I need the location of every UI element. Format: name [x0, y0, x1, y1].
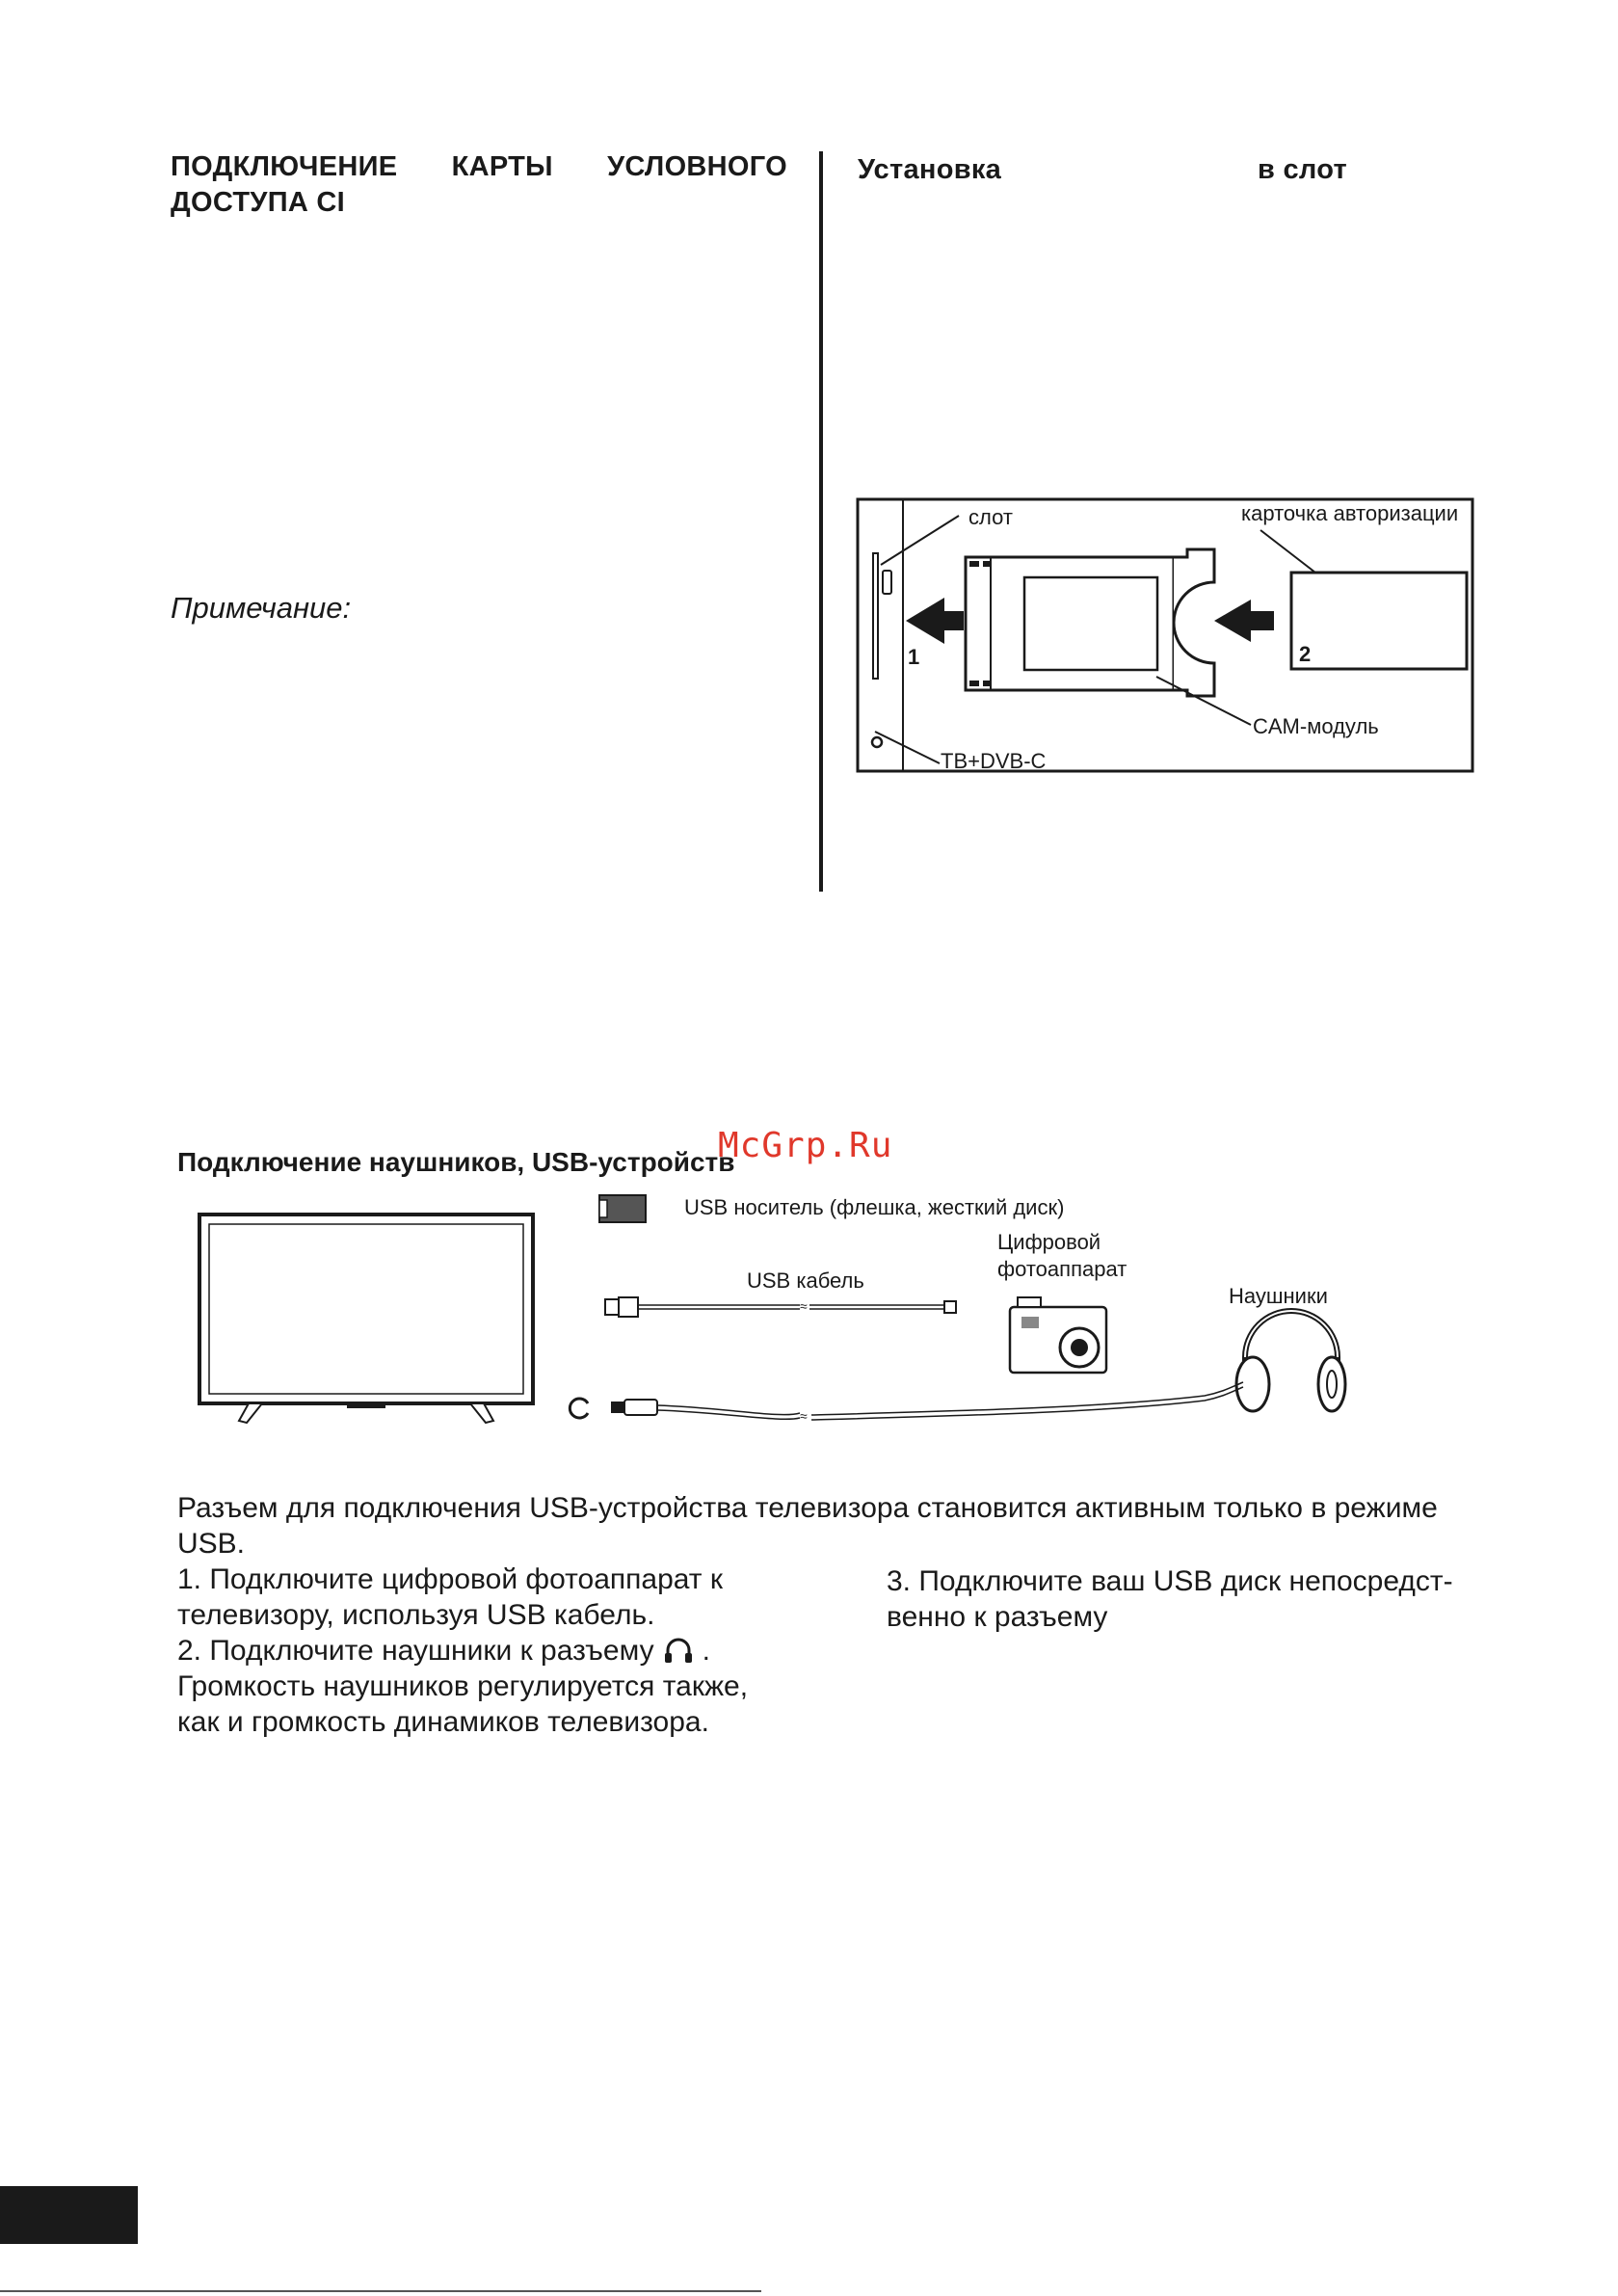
arrow-1-icon: [906, 598, 964, 644]
usb-cable-label: USB кабель: [747, 1268, 864, 1293]
install-heading-part2: в слот: [1258, 154, 1348, 185]
usb-cable-plug-mini: [944, 1301, 956, 1313]
camera-icon: [1010, 1297, 1106, 1373]
slot-leader-line: [881, 516, 959, 565]
step-1-label: 1: [908, 645, 920, 669]
usb-drive-label: USB носитель (флешка, жесткий диск): [684, 1195, 1065, 1219]
svg-text:≈: ≈: [800, 1298, 808, 1314]
heading-word-3: УСЛОВНОГО: [607, 151, 787, 182]
usb-cable-plug-a: [605, 1299, 619, 1315]
heading-word-2: КАРТЫ: [451, 151, 553, 182]
headphones-label: Наушники: [1229, 1284, 1328, 1308]
usb-intro-line2: USB.: [177, 1528, 246, 1560]
tv-illustration: [199, 1215, 533, 1403]
tv-left-foot: [239, 1403, 262, 1423]
tv-leader-line: [875, 732, 940, 763]
card-label: карточка авторизации: [1241, 501, 1459, 525]
step1-line2: телевизору, используя USB кабель.: [177, 1599, 655, 1631]
svg-text:≈: ≈: [800, 1408, 808, 1424]
heading-line-2: ДОСТУПА CI: [171, 187, 346, 218]
headphones-icon: [1236, 1311, 1345, 1411]
slot-latch: [883, 571, 891, 594]
column-divider: [819, 151, 823, 892]
step2-line1: [177, 1633, 710, 1669]
ci-section-heading: [171, 149, 787, 221]
cam-label: CAM-модуль: [1253, 714, 1379, 738]
camera-label-line1: Цифровой: [997, 1230, 1101, 1254]
tv-right-foot: [470, 1403, 493, 1423]
headphone-jack-icon: [662, 1637, 695, 1666]
step3-line1: 3. Подключите ваш USB диск непосредст-: [887, 1565, 1453, 1597]
camera-label-line2: фотоаппарат: [997, 1257, 1127, 1281]
slot-label: слот: [968, 505, 1013, 529]
usb-section-title: Подключение наушников, USB-устройств: [177, 1147, 735, 1177]
step1-line1: 1. Подключите цифровой фотоаппарат к: [177, 1563, 724, 1595]
arrow-2-icon: [1214, 600, 1274, 642]
step2-text: 2. Подключите наушники к разъему: [177, 1635, 654, 1667]
audio-plug: [611, 1402, 624, 1413]
step2-line3: как и громкость динамиков телевизора.: [177, 1706, 709, 1738]
usb-intro-line1: Разъем для подключения USB-устройства телевизора становится активным только в режиме: [177, 1492, 1438, 1524]
headphone-cable: [657, 1405, 800, 1415]
install-heading-part1: Установка: [858, 154, 1002, 185]
note-label: Примечание:: [171, 591, 352, 625]
cam-insertion-diagram: [848, 494, 1484, 775]
page-number-box: [0, 2186, 138, 2244]
step2-suffix: .: [702, 1635, 710, 1667]
usb-connection-diagram: [183, 1193, 1368, 1444]
card-leader-line: [1260, 530, 1315, 573]
card-slot-cutout: [1174, 549, 1214, 696]
step3-line2: венно к разъему: [887, 1601, 1108, 1633]
heading-word-1: ПОДКЛЮЧЕНИЕ: [171, 151, 398, 182]
auth-card: [1291, 573, 1467, 669]
slot-opening: [873, 553, 878, 679]
antenna-port-icon: [872, 737, 882, 747]
tv-label: ТВ+DVB-C: [941, 749, 1047, 773]
headphone-jack-icon: [570, 1399, 588, 1418]
bottom-rule: [0, 2290, 761, 2292]
watermark: McGrp.Ru: [718, 1126, 893, 1165]
step2-line2: Громкость наушников регулируется также,: [177, 1670, 749, 1702]
step-2-label: 2: [1299, 642, 1312, 666]
